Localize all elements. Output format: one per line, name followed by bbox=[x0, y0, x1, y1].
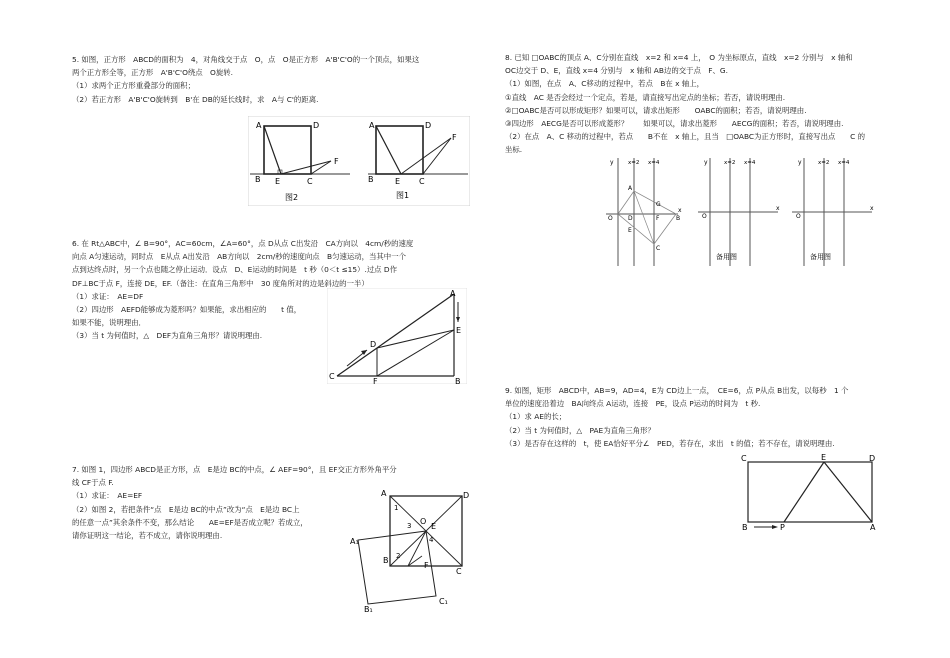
graph1-E-label: E bbox=[628, 227, 632, 234]
problem-9-line-5: （3）是否存在这样的 t，使 EA恰好平分∠ PED，若存在，求出 t 的值；若不存在，请说明理由. bbox=[505, 438, 835, 448]
problem-8-line-3: （1）如图，在点 A、C移动的过程中，若点 B在 x 轴上， bbox=[505, 79, 705, 89]
label-D: D bbox=[313, 121, 320, 130]
graph1-x4-label: x=4 bbox=[648, 160, 660, 166]
graph1-B-label: B bbox=[676, 215, 681, 222]
graph1-A-label: A bbox=[628, 185, 633, 192]
figure-5-2 bbox=[250, 121, 350, 202]
problem-6-figure bbox=[327, 288, 467, 384]
problem-6-line-4: DF⊥BC于点 F，连接 DE，EF.（备注：在直角三角形中 30 度角所对的边是斜边的一半） bbox=[72, 278, 369, 288]
label-E: E bbox=[275, 177, 281, 186]
problem-9-line-4: （2）当 t 为何值时，△ PAE为直角三角形？ bbox=[505, 425, 655, 435]
graph2-y-label: y bbox=[704, 159, 708, 166]
problem-5 bbox=[72, 53, 419, 106]
graph1-O-label: O bbox=[608, 215, 613, 222]
graph1-F-label: F bbox=[656, 215, 660, 222]
label-E: E bbox=[395, 177, 401, 186]
label-F: F bbox=[424, 561, 429, 570]
graph1-x2-label: x=2 bbox=[628, 160, 640, 166]
problem-7-line-6: 请你证明这一结论，若不成立，请你说明理由. bbox=[72, 531, 223, 541]
problem-8-graph-3 bbox=[786, 156, 878, 268]
graph1-y-label: y bbox=[610, 159, 614, 166]
problem-5-line-3: （1）求两个正方形重叠部分的面积； bbox=[72, 81, 195, 91]
label-4: 4 bbox=[429, 536, 434, 544]
problem-7-line-1: 7. 如图 1，四边形 ABCD是正方形，点 E是边 BC的中点，∠ AEF=90°，且 EF交正方形外角平分 bbox=[72, 465, 397, 474]
problem-8-line-2: OC边交于 D、E，直线 x=4 分别与 x 轴和 AB边的交于点 F、G. bbox=[505, 66, 728, 76]
graph1-x-label: x bbox=[678, 207, 682, 214]
problem-8-line-1: 8. 已知 □OABC的顶点 A、C分别在直线 x=2 和 x=4 上， O 为坐标原点，直线 x=2 分别与 x 轴和 bbox=[505, 53, 853, 62]
problem-9-line-2: 单位的速度沿着边 BA向终点 A运动，连接 PE，设点 P运动的时间为 t 秒. bbox=[505, 399, 761, 409]
problem-5-line-2: 两个正方形全等，正方形 A'B'C'O绕点 O旋转. bbox=[72, 68, 234, 78]
label-C: C bbox=[329, 372, 335, 381]
label-C: C bbox=[456, 567, 462, 576]
graph3-x2-label: x=2 bbox=[818, 160, 830, 166]
problem-6-line-5: （1）求证： AE=DF bbox=[72, 291, 144, 301]
problem-9 bbox=[505, 384, 848, 450]
label-B: B bbox=[455, 377, 461, 384]
problem-7-line-2: 线 CF于点 F. bbox=[72, 478, 114, 488]
label-E: E bbox=[456, 326, 462, 335]
problem-7-line-4: （2）如图 2，若把条件“点 E是边 BC的中点”改为“点 E是边 BC上 bbox=[72, 504, 300, 514]
label-A: A bbox=[870, 523, 876, 532]
label-D: D bbox=[463, 491, 470, 500]
problem-8-line-6: ③四边形 AECG是否可以形成菱形？ 如果可以，请求出菱形 AECG的面积；若否，请说明理由. bbox=[505, 119, 844, 129]
figure-5-caption-right: 图1 bbox=[396, 191, 410, 200]
label-F: F bbox=[334, 157, 339, 166]
label-A: A bbox=[450, 289, 456, 298]
label-O: O bbox=[420, 517, 427, 526]
graph3-y-label: y bbox=[798, 159, 802, 166]
problem-6-line-3: 点到达终点时，另一个点也随之停止运动．设点 D、E运动的时间是 t 秒（0＜t ≤15）.过点 D作 bbox=[72, 265, 398, 275]
graph2-caption: 备用图 bbox=[716, 253, 737, 261]
label-C: C bbox=[741, 454, 747, 463]
problem-5-line-4: （2）若正方形 A'B'C'O旋转到 B'在 DB的延长线时，求 A与 C'的距离. bbox=[72, 94, 319, 104]
problem-7 bbox=[72, 463, 397, 542]
problem-8-graph-1 bbox=[596, 156, 688, 268]
graph1-D-label: D bbox=[628, 215, 633, 222]
graph3-O-label: O bbox=[796, 213, 801, 220]
graph1-C-label: C bbox=[656, 245, 661, 252]
label-B1: B₁ bbox=[364, 605, 373, 612]
problem-7-line-3: （1）求证： AE=EF bbox=[72, 491, 143, 501]
label-B: B bbox=[383, 556, 389, 565]
label-2: 2 bbox=[396, 552, 401, 560]
problem-6-line-7: 如果不能，说明理由． bbox=[72, 318, 146, 328]
graph3-caption: 备用图 bbox=[810, 253, 831, 261]
problem-8-graph-2 bbox=[692, 156, 784, 268]
label-A: A bbox=[256, 121, 262, 130]
label-A: A bbox=[369, 121, 375, 130]
graph3-x-label: x bbox=[870, 205, 874, 212]
label-E: E bbox=[821, 453, 827, 462]
label-F: F bbox=[452, 133, 457, 142]
label-C: C bbox=[419, 177, 425, 186]
figure-5-1 bbox=[368, 121, 468, 200]
problem-7-figure bbox=[350, 488, 472, 612]
problem-6-line-8: （3）当 t 为何值时，△ DEF为直角三角形？请说明理由. bbox=[72, 331, 263, 341]
graph2-x2-label: x=2 bbox=[724, 160, 736, 166]
problem-8-line-7: （2）在点 A、C 移动的过程中，若点 B不在 x 轴上，且当 □OABC为正方形时，直接写出点 C 的 bbox=[505, 132, 866, 142]
graph1-G-label: G bbox=[656, 201, 661, 208]
label-F: F bbox=[373, 377, 378, 384]
problem-9-line-1: 9. 如图，矩形 ABCD中，AB=9，AD=4，E为 CD边上一点， CE=6，点 P从点 B出发，以每秒 1 个 bbox=[505, 386, 849, 395]
label-D: D bbox=[370, 340, 377, 349]
label-D: D bbox=[425, 121, 432, 130]
label-A: A bbox=[381, 489, 387, 498]
graph3-x4-label: x=4 bbox=[838, 160, 850, 166]
label-C1: C₁ bbox=[439, 597, 448, 606]
problem-5-figures bbox=[248, 116, 470, 206]
problem-9-line-3: （1）求 AE的长； bbox=[505, 412, 567, 422]
label-1: 1 bbox=[394, 504, 399, 512]
label-3: 3 bbox=[407, 522, 412, 530]
graph2-x4-label: x=4 bbox=[744, 160, 756, 166]
label-B: B bbox=[368, 175, 374, 184]
label-D: D bbox=[869, 454, 876, 463]
label-B: B bbox=[742, 523, 748, 532]
problem-6-line-1: 6. 在 Rt△ABC中，∠ B=90°，AC=60cm，∠A=60°，点 D从点 C出发沿 CA方向以 4cm/秒的速度 bbox=[72, 239, 414, 248]
label-B: B bbox=[255, 175, 261, 184]
label-C: C bbox=[307, 177, 313, 186]
graph2-x-label: x bbox=[776, 205, 780, 212]
figure-5-caption-left: 图2 bbox=[285, 193, 299, 202]
graph2-O-label: O bbox=[702, 213, 707, 220]
problem-6-line-6: （2）四边形 AEFD能够成为菱形吗？如果能，求出相应的 t 值， bbox=[72, 305, 302, 315]
label-A1: A₁ bbox=[350, 537, 359, 546]
problem-8-line-8: 坐标. bbox=[505, 145, 523, 155]
problem-7-line-5: 的任意一点”其余条件不变，那么结论 AE=EF是否成立呢？若成立， bbox=[72, 517, 308, 527]
problem-8 bbox=[505, 51, 865, 157]
label-P: P bbox=[780, 523, 785, 532]
problem-8-line-4: ①直线 AC 是否会经过一个定点，若是，请直接写出定点的坐标；若否，请说明理由. bbox=[505, 92, 786, 102]
problem-9-figure bbox=[738, 450, 880, 534]
problem-6-line-2: 向点 A匀速运动，同时点 E从点 A出发沿 AB方向以 2cm/秒的速度向点 B匀速运动，当其中一个 bbox=[72, 252, 406, 262]
problem-8-line-5: ②□OABC是否可以形成矩形？如果可以，请求出矩形 OABC的面积；若否，请说明理由. bbox=[505, 105, 807, 115]
label-E: E bbox=[431, 522, 437, 531]
problem-5-line-1: 5. 如图，正方形 ABCD的面积为 4，对角线交于点 O，点 O是正方形 A'B'C'O的一个顶点，如果这 bbox=[72, 55, 420, 64]
